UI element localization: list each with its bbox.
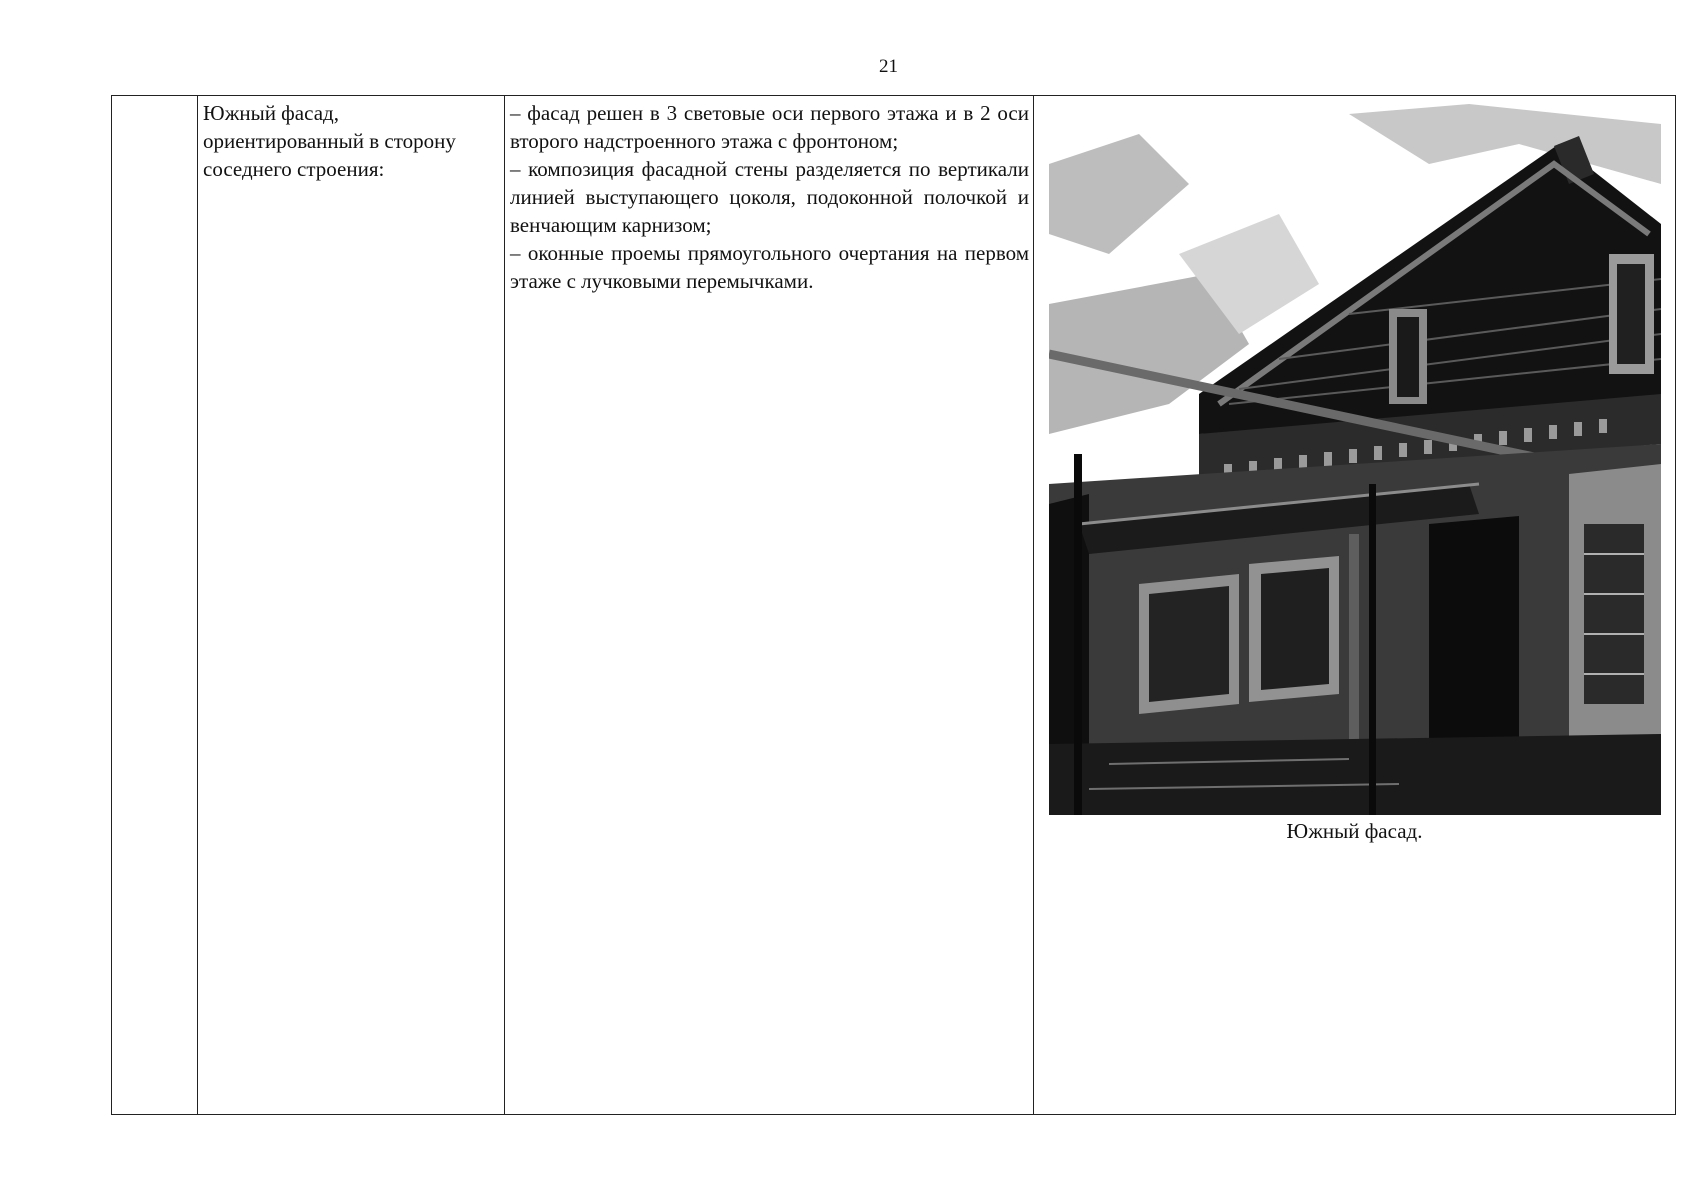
description-list xyxy=(505,96,1033,295)
description-item: – композиция фасадной стены разделяется по вертикали линией выступающего цоколя, подоконной полочкой и венчающим карнизом; xyxy=(510,157,1029,237)
number-cell xyxy=(112,96,198,1115)
photo-caption: Южный фасад. xyxy=(1286,819,1423,843)
description-item: – оконные проемы прямоугольного очертания на первом этаже с лучковыми перемычками. xyxy=(510,241,1029,293)
photo-cell xyxy=(1034,96,1676,1115)
facade-photo xyxy=(1049,104,1661,815)
element-name-text: Южный фасад, ориентированный в сторону соседнего строения: xyxy=(203,101,456,181)
page-number: 21 xyxy=(879,56,898,77)
element-name-cell xyxy=(198,96,505,1115)
description-cell xyxy=(505,96,1034,1115)
table-row xyxy=(112,96,1676,1115)
description-item: – фасад решен в 3 световые оси первого этажа и в 2 оси второго надстроенного этажа с фронтоном; xyxy=(510,101,1029,153)
number-cell-text xyxy=(112,96,197,99)
document-table xyxy=(111,95,1676,1115)
